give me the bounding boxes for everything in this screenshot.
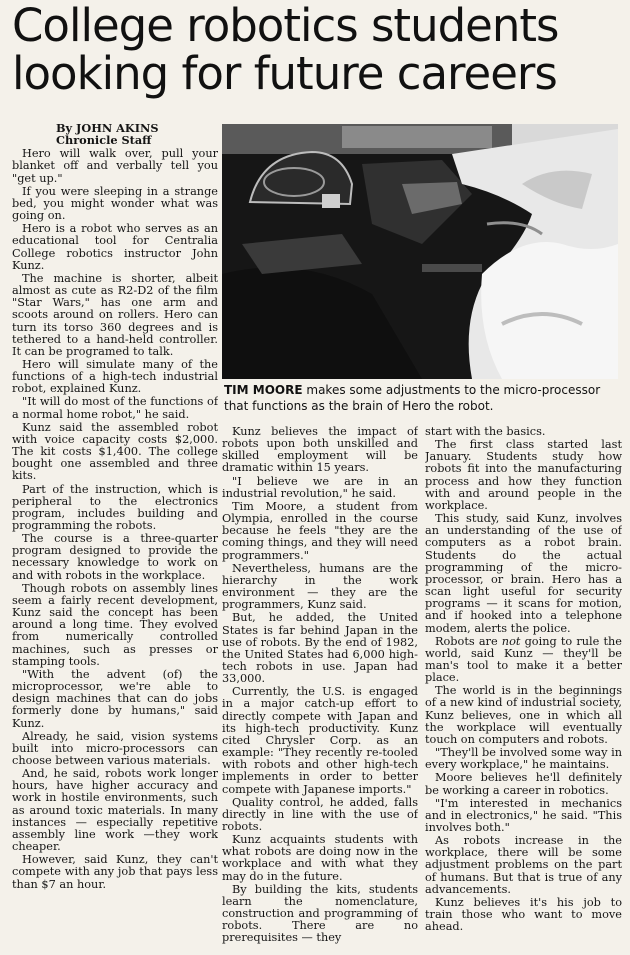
- paragraph: Part of the instruction, which is peripheral to the electronics program, includes building and programming the robots.: [12, 482, 218, 532]
- paragraph: "They'll be involved some way in every workplace," he maintains.: [425, 746, 622, 772]
- paragraph: Hero will walk over, pull your blanket off and verbally tell you "get up.": [12, 147, 218, 185]
- paragraph: Kunz believes it's his job to train those who want to move ahead.: [425, 895, 622, 934]
- article-column-2: [222, 426, 418, 954]
- paragraph: As robots increase in the workplace, there will be some adjustment problems on the part of humans. But that is true of any advancements.: [425, 834, 622, 896]
- paragraph: "I'm interested in mechanics and in electronics," he said. "This involves both.": [425, 796, 622, 834]
- headline-line-2: looking for future careers: [12, 47, 557, 100]
- paragraph: Already, he said, vision systems built into micro-processors can choose between various materials.: [12, 729, 218, 767]
- article-column-3: [425, 426, 622, 954]
- paragraph: The first class started last January. Students study how robots fit into the manufacturing process and how they function with and around people in the workplace.: [425, 438, 622, 512]
- paragraph: If you were sleeping in a strange bed, you might wonder what was going on.: [12, 184, 218, 223]
- paragraph: The machine is shorter, albeit almost as cute as R2-D2 of the film "Star Wars," has one arm and scoots around on rollers. Hero can turn its torso 360 degrees and is tethered to a hand-held controller. It can be programed to talk.: [12, 271, 218, 358]
- robots-before: Robots are: [435, 634, 502, 648]
- paragraph: Though robots on assembly lines seem a fairly recent development, Kunz said the concept has been around a long time. They evolved from numerically controlled machines, such as presses or stamping tools.: [12, 581, 218, 668]
- paragraph: Hero will simulate many of the functions of a high-tech industrial robot, explained Kunz.: [12, 357, 218, 396]
- paragraph: This study, said Kunz, involves an understanding of the use of computers as a robot brain. Students do the actual programming of the micro-processor, or brain. Hero has a scan light useful for security programs — it scans for motion, and if hooked into a telephone modem, alerts the police.: [425, 512, 622, 635]
- paragraph: The world is in the beginnings of a new kind of industrial society, Kunz believes, one in which all the workplace will eventually touch on computers and robots.: [425, 684, 622, 746]
- robots-emphasis: not: [501, 634, 521, 648]
- robot-photo: [222, 124, 618, 379]
- caption-text: makes some adjustments to the micro-processor that functions as the brain of Hero the robot.: [224, 383, 601, 413]
- paragraph: "I believe we are in an industrial revolution," he said.: [222, 474, 418, 500]
- byline-staff: Chronicle Staff: [56, 133, 152, 148]
- paragraph: Tim Moore, a student from Olympia, enrolled in the course because he feels "they are the coming things, and they will need programmers.": [222, 499, 418, 562]
- headline-line-1: College robotics students: [12, 0, 559, 52]
- paragraph: However, said Kunz, they can't compete with any job that pays less than $7 an hour.: [12, 853, 218, 891]
- paragraph: Kunz believes the impact of robots upon both unskilled and skilled employment will be dramatic within 15 years.: [222, 426, 418, 475]
- article-column-1: [12, 122, 218, 952]
- paragraph: Hero is a robot who serves as an educational tool for Centralia College robotics instructor John Kunz.: [12, 222, 218, 272]
- paragraph: The course is a three-quarter program designed to provide the necessary knowledge to work on and with robots in the workplace.: [12, 532, 218, 582]
- robots-after: going to rule the world, said Kunz — they'll be man's tool to make it a better place.: [425, 634, 622, 685]
- paragraph: "With the advent (of) the microprocessor, we're able to design machines that can do jobs formerly done by humans," said Kunz.: [12, 667, 218, 730]
- paragraph: Quality control, he added, falls directly in line with the use of robots.: [222, 795, 418, 833]
- paragraph: Kunz acquaints students with what robots are doing now in the workplace and with what they may do in the future.: [222, 833, 418, 883]
- byline-author: By JOHN AKINS: [56, 122, 159, 135]
- paragraph: Kunz said the assembled robot with voice capacity costs $2,000. The kit costs $1,400. The college bought one assembled and three kits.: [12, 420, 218, 483]
- caption-lead: TIM MOORE: [224, 383, 303, 397]
- paragraph: Currently, the U.S. is engaged in a major catch-up effort to directly compete with Japan and its high-tech productivity. Kunz cited Chrysler Corp. as an example: "They recently re-tooled with robots and other high-tech implements in order to better compete with Japanese imports.": [222, 685, 418, 796]
- paragraph: Moore believes he'll definitely be working a career in robotics.: [425, 771, 622, 797]
- paragraph-continued: start with the basics.: [425, 426, 546, 438]
- paragraph: But, he added, the United States is far behind Japan in the use of robots. By the end of 1982, the United States had 6,000 high-tech robots in use. Japan had 33,000.: [222, 611, 418, 686]
- photo-caption: [224, 382, 620, 414]
- headline: [12, 2, 622, 98]
- paragraph-robots: [425, 636, 622, 685]
- paragraph: By building the kits, students learn the nomenclature, construction and programming of robots. There are no prerequisites — they: [222, 882, 418, 945]
- paragraph: And, he said, robots work longer hours, have higher accuracy and work in hostile environments, such as around toxic materials. In many instances — especially repetitive assembly line work —they work cheaper.: [12, 767, 218, 854]
- paragraph: Nevertheless, humans are the hierarchy in the work environment — they are the programmers, Kunz said.: [222, 561, 418, 612]
- paragraph: "It will do most of the functions of a normal home robot," he said.: [12, 395, 218, 421]
